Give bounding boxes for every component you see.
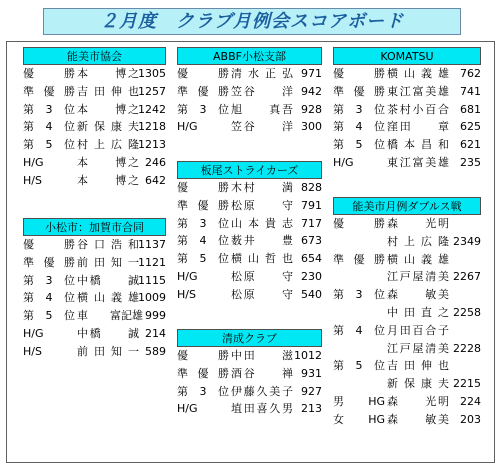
rank-label: 第3位 (333, 102, 385, 116)
player-name: 月田百合子 (387, 323, 449, 337)
player-name: 森 光明 (387, 217, 449, 230)
rank-label: 女HG (333, 412, 385, 426)
score-value: 2349 (453, 234, 481, 248)
player-name: 木村 満 (231, 181, 293, 194)
section-header: KOMATSU (333, 47, 481, 65)
player-name: 新保康夫 (387, 377, 449, 391)
result-row (333, 233, 481, 251)
player-name: 笠谷 洋 (231, 120, 293, 134)
result-row (333, 83, 481, 101)
player-name: 森 敏美 (387, 288, 449, 302)
score-value: 540 (301, 287, 322, 301)
player-name: 中田直之 (387, 305, 449, 319)
section-header: 清成クラブ (177, 329, 322, 347)
result-row (177, 400, 322, 418)
score-value: 1012 (294, 349, 322, 362)
result-row (23, 65, 166, 83)
section-itao-strikers (177, 161, 322, 304)
result-row (333, 357, 481, 375)
result-row (23, 101, 166, 119)
player-name: 吉田伸也 (77, 84, 139, 98)
rank-label: 準優勝 (177, 84, 229, 98)
rank-label: 第3位 (23, 273, 75, 287)
page-title: ２月度 クラブ月例会スコアボード (43, 8, 461, 35)
rank-label: 準優勝 (23, 255, 75, 269)
score-value: 214 (145, 326, 166, 340)
player-name: 笠谷 洋 (231, 84, 293, 98)
player-name: 松原 守 (231, 198, 293, 212)
score-value: 999 (145, 309, 166, 323)
score-value: 1121 (138, 255, 166, 269)
player-name: 本 博之 (77, 173, 139, 187)
rank-label: 準優勝 (333, 84, 385, 98)
player-name: 山本貴志 (231, 216, 293, 230)
player-name: 東江富美雄 (387, 155, 449, 169)
score-value: 673 (301, 234, 322, 248)
result-row (333, 304, 481, 322)
score-value: 791 (301, 198, 322, 212)
score-value: 246 (145, 155, 166, 169)
player-name: 酒谷 禅 (231, 366, 293, 380)
rank-label: H/G (177, 269, 198, 283)
player-name: 窪田 章 (387, 120, 449, 134)
player-name: 本 博之 (77, 67, 139, 80)
result-row (333, 136, 481, 154)
section-nomi-association (23, 47, 166, 190)
rank-label: H/S (177, 287, 196, 301)
player-name: 谷口浩和 (77, 238, 139, 251)
result-row (177, 365, 322, 383)
result-row (333, 154, 481, 172)
rank-label: 第3位 (177, 102, 229, 116)
rank-label: H/G (333, 155, 354, 169)
score-value: 654 (301, 252, 322, 266)
rank-label: 優勝 (333, 217, 385, 230)
result-row (23, 307, 166, 325)
player-name: 横山哲也 (231, 252, 293, 266)
section-kiyonari-club (177, 329, 322, 418)
result-row (177, 179, 322, 197)
result-row (333, 286, 481, 304)
result-row (333, 393, 481, 411)
score-value: 230 (301, 269, 322, 283)
score-value: 927 (301, 384, 322, 398)
score-value: 213 (301, 402, 322, 416)
result-row (23, 136, 166, 154)
result-row (333, 215, 481, 233)
player-name: 橋本昌和 (387, 138, 449, 152)
rank-label: 優勝 (333, 67, 385, 80)
score-value: 642 (145, 173, 166, 187)
result-row (333, 268, 481, 286)
section-komatsu (333, 47, 481, 172)
rank-label: 優勝 (23, 67, 75, 80)
score-value: 741 (460, 84, 481, 98)
result-row (23, 172, 166, 190)
player-name: 前田知一 (77, 255, 139, 269)
score-value: 931 (301, 366, 322, 380)
score-value: 1305 (138, 67, 166, 80)
result-row (177, 101, 322, 119)
player-name: 旭 真吾 (231, 102, 293, 116)
rank-label: 第5位 (333, 138, 385, 152)
result-row (23, 118, 166, 136)
scoreboard (6, 41, 495, 463)
rank-label: H/G (177, 402, 198, 416)
rank-label: 準優勝 (23, 84, 75, 98)
section-header: ABBF小松支部 (177, 47, 322, 65)
score-value: 1115 (138, 273, 166, 287)
player-name: 薮井 豊 (231, 234, 293, 248)
score-value: 2228 (453, 341, 481, 355)
rank-label: 第5位 (23, 309, 75, 323)
rank-label: 準優勝 (177, 366, 229, 380)
score-value: 1257 (138, 84, 166, 98)
score-value: 928 (301, 102, 322, 116)
result-row (23, 272, 166, 290)
section-header: 小松市：加賀市合同 (23, 218, 166, 236)
result-row (333, 375, 481, 393)
score-value: 971 (301, 67, 322, 80)
result-row (177, 347, 322, 365)
rank-label: 準優勝 (333, 252, 385, 266)
player-name: 森 光明 (387, 394, 449, 408)
score-value: 300 (301, 120, 322, 134)
section-nomi-doubles (333, 197, 481, 429)
score-value: 1218 (138, 120, 166, 134)
result-row (333, 251, 481, 269)
rank-label: H/G (177, 120, 198, 134)
result-row (177, 286, 322, 304)
result-row (23, 83, 166, 101)
player-name: 東江富美雄 (387, 84, 449, 98)
result-row (177, 215, 322, 233)
player-name: 森 敏美 (387, 412, 449, 426)
result-row (333, 101, 481, 119)
rank-label: 第3位 (177, 384, 229, 398)
score-value: 1213 (138, 138, 166, 152)
player-name: 村上広隆 (387, 234, 449, 248)
rank-label: 優勝 (177, 349, 229, 362)
score-value: 235 (460, 155, 481, 169)
section-header: 能美市協会 (23, 47, 166, 65)
player-name: 中橋 誠 (77, 326, 139, 340)
rank-label: 第4位 (23, 291, 75, 305)
result-row (23, 343, 166, 361)
result-row (177, 118, 322, 136)
result-row (177, 65, 322, 83)
player-name: 埴田喜久男 (231, 402, 293, 416)
rank-label: 第3位 (23, 102, 75, 116)
result-row (177, 197, 322, 215)
player-name: 前田知一 (77, 344, 139, 358)
rank-label: 第4位 (333, 120, 385, 134)
rank-label: H/G (23, 155, 44, 169)
result-row (333, 65, 481, 83)
score-value: 681 (460, 102, 481, 116)
rank-label: 第4位 (177, 234, 229, 248)
player-name: 新保康夫 (77, 120, 139, 134)
rank-label: 第5位 (23, 138, 75, 152)
score-value: 828 (301, 181, 322, 194)
score-value: 717 (301, 216, 322, 230)
score-value: 2267 (453, 270, 481, 284)
result-row (333, 340, 481, 358)
result-row (177, 383, 322, 401)
score-value: 1137 (138, 238, 166, 251)
player-name: 江戸屋清美 (387, 270, 449, 284)
rank-label: 第3位 (177, 216, 229, 230)
score-value: 1009 (138, 291, 166, 305)
score-value: 2215 (453, 377, 481, 391)
result-row (333, 118, 481, 136)
score-value: 942 (301, 84, 322, 98)
result-row (333, 322, 481, 340)
player-name: 江戸屋清美 (387, 341, 449, 355)
player-name: 村上広隆 (77, 138, 139, 152)
rank-label: H/G (23, 326, 44, 340)
player-name: 茶村小百合 (387, 102, 449, 116)
score-value: 762 (460, 67, 481, 80)
result-row (177, 268, 322, 286)
score-value: 2258 (453, 305, 481, 319)
score-value: 1242 (138, 102, 166, 116)
rank-label: H/S (23, 344, 42, 358)
rank-label: 準優勝 (177, 198, 229, 212)
result-row (23, 289, 166, 307)
player-name: 松原 守 (231, 287, 293, 301)
section-header: 板尾ストライカーズ (177, 161, 322, 179)
result-row (23, 254, 166, 272)
result-row (333, 411, 481, 429)
section-komatsu-kaga-joint (23, 218, 166, 361)
player-name: 横山義雄 (387, 252, 449, 266)
rank-label: 第5位 (177, 252, 229, 266)
player-name: 本 博之 (77, 155, 139, 169)
result-row (23, 236, 166, 254)
score-value: 589 (145, 344, 166, 358)
rank-label: H/S (23, 173, 42, 187)
rank-label: 第4位 (333, 323, 385, 337)
player-name: 車 富記雄 (77, 309, 143, 323)
rank-label: 第5位 (333, 359, 385, 373)
rank-label: 第3位 (333, 288, 385, 302)
player-name: 清水正弘 (231, 67, 293, 80)
result-row (23, 325, 166, 343)
score-value: 621 (460, 138, 481, 152)
player-name: 中田 滋 (231, 349, 293, 362)
score-value: 224 (460, 394, 481, 408)
score-value: 203 (460, 412, 481, 426)
player-name: 横山義雄 (387, 67, 449, 80)
section-abbf-komatsu (177, 47, 322, 136)
rank-label: 優勝 (177, 67, 229, 80)
rank-label: 第4位 (23, 120, 75, 134)
rank-label: 優勝 (23, 238, 75, 251)
score-value: 625 (460, 120, 481, 134)
result-row (177, 232, 322, 250)
result-row (177, 250, 322, 268)
player-name: 伊藤久美子 (231, 384, 293, 398)
player-name: 吉田伸也 (387, 359, 449, 373)
rank-label: 優勝 (177, 181, 229, 194)
player-name: 本 博之 (77, 102, 139, 116)
player-name: 松原 守 (231, 269, 293, 283)
section-header: 能美市月例ダブルス戦 (333, 197, 481, 215)
player-name: 中橋 誠 (77, 273, 139, 287)
player-name: 横山義雄 (77, 291, 139, 305)
result-row (23, 154, 166, 172)
result-row (177, 83, 322, 101)
rank-label: 男HG (333, 394, 385, 408)
